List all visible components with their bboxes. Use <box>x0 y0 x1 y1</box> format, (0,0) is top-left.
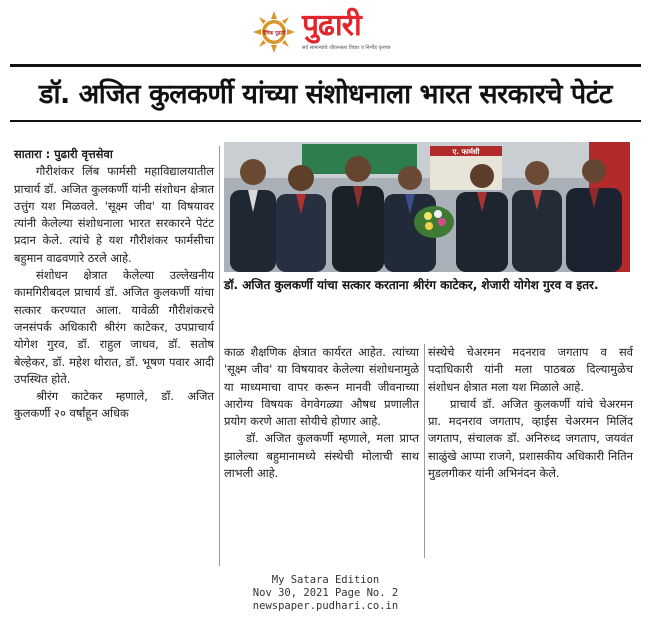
column-divider <box>424 344 425 558</box>
article-column-3 <box>428 344 633 482</box>
edition-date-page: Nov 30, 2021 Page No. 2 <box>252 587 399 599</box>
paragraph: गौरीशंकर लिंब फार्मसी महाविद्यालयातील प्राचार्य डॉ. अजित कुलकर्णी यांनी संशोधन क्षेत्रात उत्तुंग यश मिळवले. 'सूक्ष्म जीव' या विषयावर त्यांनी केलेल्या संशोधनाला भारत सरकारने पेटंट प्रदान केले. त्यांचे हे यश गौरीशंकर फार्मसीचा बहुमान वाढवणारे ठरले आहे. <box>14 164 214 265</box>
paragraph: प्राचार्य डॉ. अजित कुलकर्णी यांचे चेअरमन प्रा. मदनराव जगताप, व्हाईस चेअरमन मिलिंद जगताप, संचालक डॉ. अनिरुध्द जगताप, जयवंत साळुंखे आप्पा राजगे, प्रशासकीय अधिकारी नितिन मुडलगीकर यांनी अभिनंदन केले. <box>428 396 633 481</box>
masthead <box>0 8 651 58</box>
dateline: सातारा : पुढारी वृत्तसेवा <box>14 147 113 161</box>
article-column-1 <box>14 146 214 423</box>
edition-footer <box>0 574 651 613</box>
article-photo <box>224 142 630 272</box>
sun-emblem-icon <box>252 10 296 54</box>
brand-title: पुढारी <box>302 8 361 43</box>
edition-url[interactable]: newspaper.pudhari.co.in <box>252 600 399 612</box>
photo-caption: डॉ. अजित कुलकर्णी यांचा सत्कार करताना श्रीरंग काटेकर, शेजारी योगेश गुरव व इतर. <box>224 278 599 292</box>
paragraph: संशोधन क्षेत्रात केलेल्या उल्लेखनीय कामगिरीबदल प्राचार्य डॉ. अजित कुलकर्णी यांचा सत्कार करण्यात आला. यावेळी गौरीशंकरचे जनसंपर्क अधिकारी श्रीरंग काटेकर, उपप्राचार्य योगेश गुरव, डॉ. राहुल जाधव, डॉ. सतोष बेल्हेकर, डॉ. महेश थोरात, डॉ. भूषण पवार आदी उपस्थित होते. <box>14 268 214 386</box>
headline-bottom-rule <box>10 120 641 122</box>
article-column-2 <box>224 344 419 482</box>
photo-banner-text: ए. फार्मसी <box>452 148 480 156</box>
column-divider <box>219 146 220 566</box>
paragraph: श्रीरंग काटेकर म्हणाले, डॉ. अजित कुलकर्णी २० वर्षांहून अधिक <box>14 389 214 421</box>
paragraph: काळ शैक्षणिक क्षेत्रात कार्यरत आहेत. त्यांच्या 'सूक्ष्म जीव' या विषयावर केलेल्या संशोधनामुळे या माध्यमाचा वापर करून मानवी जीवनाच्या आरोग्य विषयक वेगवेगळ्या औषध प्रणालीत प्रयोग करणे आता सोयीचे होणार आहे. <box>224 345 419 429</box>
edition-name: My Satara Edition <box>271 574 380 586</box>
emblem-text: दैनिक पुढारी <box>262 30 286 37</box>
paragraph: संस्थेचे चेअरमन मदनराव जगताप व सर्व पदाधिकारी यांनी मला पाठबळ दिल्यामुळेच संशोधन क्षेत्रात मला यश मिळाले आहे. <box>428 345 633 394</box>
brand-tagline: सर्व सामान्यांचे जीवनसत्व विचार व निर्भीड वृत्तपत्र <box>302 45 391 51</box>
article-headline: डॉ. अजित कुलकर्णी यांच्या संशोधनाला भारत सरकारचे पेटंट <box>39 78 612 110</box>
paragraph: डॉ. अजित कुलकर्णी म्हणाले, मला प्राप्त झालेल्या बहुमानामध्ये संस्थेची मोलाची साथ लाभली आहे. <box>224 431 419 481</box>
felicitation-photo <box>224 142 630 272</box>
